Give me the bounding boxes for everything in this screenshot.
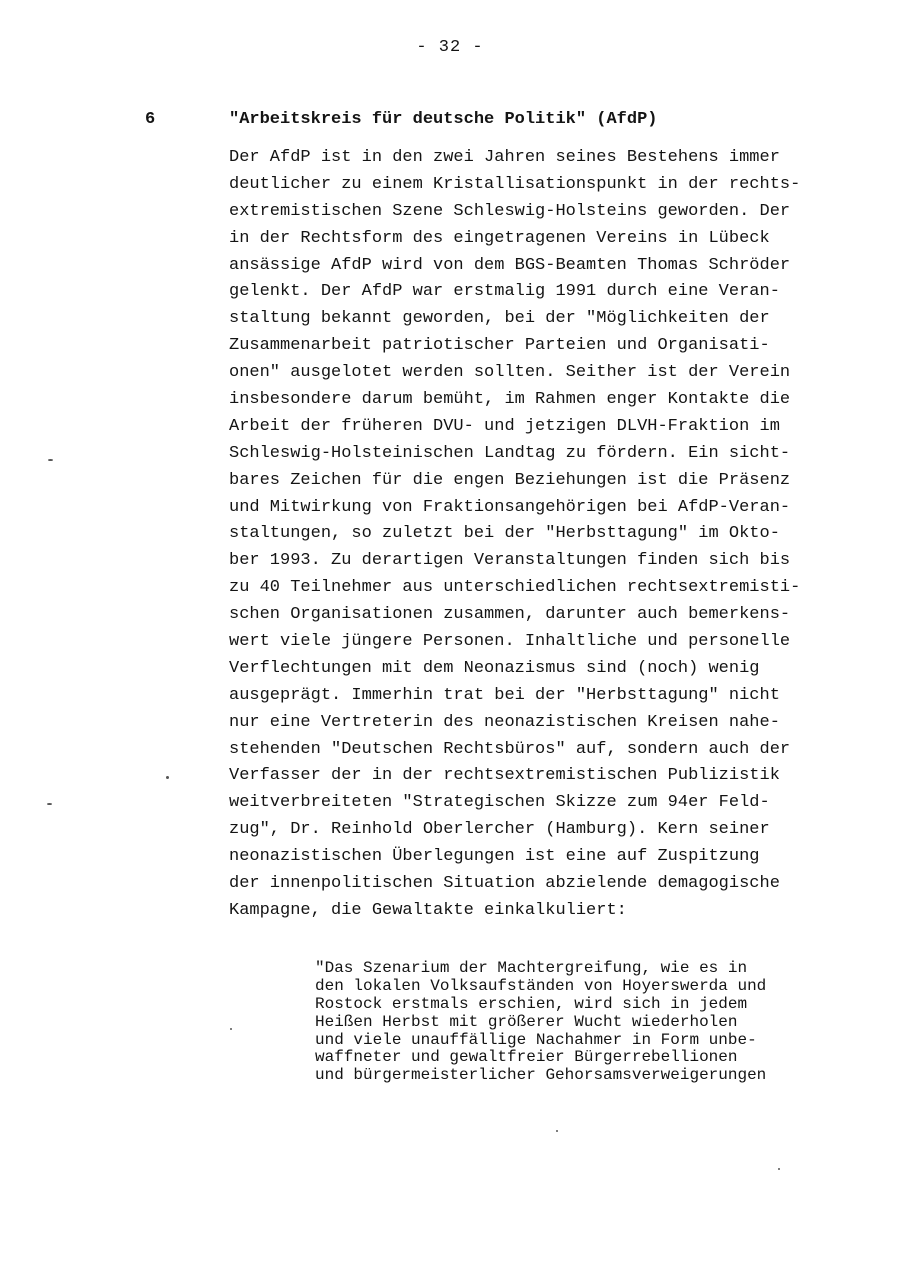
- quote-line: und bürgermeisterlicher Gehorsamsverweigerungen: [315, 1066, 767, 1085]
- body-line: und Mitwirkung von Fraktionsangehörigen bei AfdP-Veran-: [229, 497, 791, 517]
- scan-speck: [556, 1130, 558, 1132]
- scan-speck: [778, 1168, 780, 1170]
- body-line: staltungen, so zuletzt bei der "Herbsttagung" im Okto-: [229, 524, 780, 544]
- body-line: Arbeit der früheren DVU- und jetzigen DLVH-Fraktion im: [229, 416, 780, 436]
- body-line: nur eine Vertreterin des neonazistischen Kreisen nahe-: [229, 712, 780, 732]
- body-line: Verfasser der in der rechtsextremistischen Publizistik: [229, 766, 780, 786]
- scan-speck: [166, 776, 169, 779]
- quote-line: und viele unauffällige Nachahmer in Form unbe-: [315, 1030, 757, 1049]
- body-line: deutlicher zu einem Kristallisationspunkt in der rechts-: [229, 174, 801, 194]
- body-line: ausgeprägt. Immerhin trat bei der "Herbsttagung" nicht: [229, 685, 780, 705]
- body-line: extremistischen Szene Schleswig-Holsteins geworden. Der: [229, 201, 791, 221]
- section-number: 6: [145, 110, 156, 129]
- quote-line: den lokalen Volksaufständen von Hoyerswerda und: [315, 976, 767, 995]
- body-line: in der Rechtsform des eingetragenen Vereins in Lübeck: [229, 228, 770, 248]
- block-quote: [315, 960, 875, 1085]
- body-line: Verflechtungen mit dem Neonazismus sind (noch) wenig: [229, 658, 760, 678]
- body-line: weitverbreiteten "Strategischen Skizze zum 94er Feld-: [229, 793, 770, 813]
- body-line: bares Zeichen für die engen Beziehungen ist die Präsenz: [229, 470, 791, 490]
- body-line: Zusammenarbeit patriotischer Parteien und Organisati-: [229, 336, 770, 356]
- scan-speck: [48, 459, 53, 461]
- body-line: wert viele jüngere Personen. Inhaltliche und personelle: [229, 632, 791, 652]
- body-line: gelenkt. Der AfdP war erstmalig 1991 durch eine Veran-: [229, 282, 780, 302]
- body-line: stehenden "Deutschen Rechtsbüros" auf, sondern auch der: [229, 739, 791, 759]
- body-line: insbesondere darum bemüht, im Rahmen enger Kontakte die: [229, 390, 791, 410]
- body-line: schen Organisationen zusammen, darunter auch bemerkens-: [229, 605, 791, 625]
- quote-line: Rostock erstmals erschien, wird sich in jedem: [315, 994, 748, 1013]
- body-line: neonazistischen Überlegungen ist eine auf Zuspitzung: [229, 847, 760, 867]
- quote-line: waffneter und gewaltfreier Bürgerrebellionen: [315, 1048, 738, 1067]
- body-line: onen" ausgelotet werden sollten. Seither ist der Verein: [229, 363, 791, 383]
- body-line: ber 1993. Zu derartigen Veranstaltungen finden sich bis: [229, 551, 791, 571]
- body-line: ansässige AfdP wird von dem BGS-Beamten Thomas Schröder: [229, 255, 791, 275]
- body-line: der innenpolitischen Situation abzielende demagogische: [229, 874, 780, 894]
- body-line: Schleswig-Holsteinischen Landtag zu fördern. Ein sicht-: [229, 443, 791, 463]
- body-line: zu 40 Teilnehmer aus unterschiedlichen rechtsextremisti-: [229, 578, 801, 598]
- page-number: - 32 -: [416, 38, 484, 57]
- body-line: Der AfdP ist in den zwei Jahren seines Bestehens immer: [229, 148, 780, 167]
- scan-speck: [230, 1028, 232, 1030]
- body-paragraph: [229, 145, 869, 925]
- body-line: Kampagne, die Gewaltakte einkalkuliert:: [229, 900, 627, 920]
- body-line: zug", Dr. Reinhold Oberlercher (Hamburg). Kern seiner: [229, 820, 770, 840]
- section-heading: "Arbeitskreis für deutsche Politik" (AfdP): [229, 110, 658, 129]
- quote-line: "Das Szenarium der Machtergreifung, wie es in: [315, 959, 748, 977]
- body-line: staltung bekannt geworden, bei der "Möglichkeiten der: [229, 309, 770, 329]
- quote-line: Heißen Herbst mit größerer Wucht wiederholen: [315, 1012, 738, 1031]
- scan-speck: [47, 803, 52, 805]
